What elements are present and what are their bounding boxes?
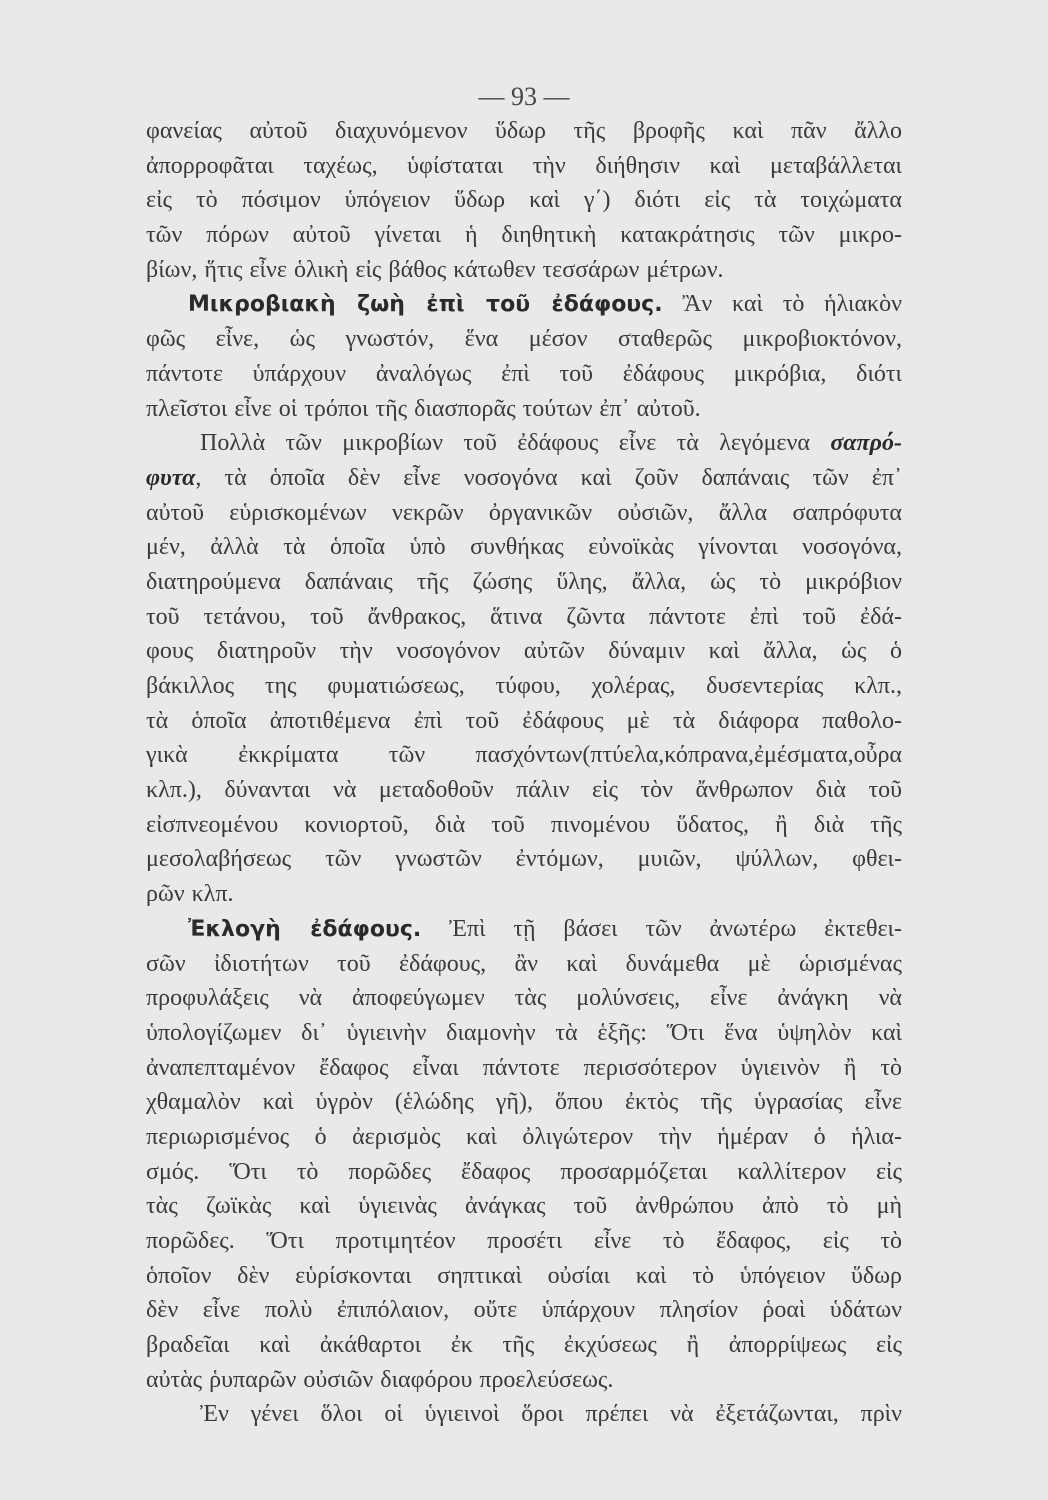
text-line — [146, 149, 902, 184]
section-heading: Ἐκλογὴ ἐδάφους. — [188, 916, 422, 942]
text-line — [146, 1363, 902, 1398]
text-run: χθαμαλὸν καὶ ὑγρὸν (ἑλώδης γῆ), ὅπου ἐκτὸς τῆς ὑγρασίας εἶνε — [146, 1089, 902, 1116]
text-line — [146, 496, 902, 531]
text-run: βίων, ἥτις εἶνε ὁλικὴ εἰς βάθος κάτωθεν τεσσάρων μέτρων. — [146, 256, 724, 283]
text-run: εἰς τὸ πόσιμον ὑπόγειον ὕδωρ καὶ γ΄) διότι εἰς τὰ τοιχώματα — [146, 187, 902, 214]
text-run: κλπ.), δύνανται νὰ μεταδοθοῦν πάλιν εἰς τὸν ἄνθρωπον διὰ τοῦ — [146, 777, 902, 804]
text-run: μέν, ἀλλὰ τὰ ὁποῖα ὑπὸ συνθήκας εὐνοϊκὰς γίνονται νοσογόνα, — [146, 534, 902, 561]
text-line — [146, 426, 902, 461]
text-run: Ἐπὶ τῇ βάσει τῶν ἀνωτέρω ἐκτεθει- — [421, 915, 902, 942]
text-line — [146, 1051, 902, 1086]
text-run: εἰσπνεομένου κονιορτοῦ, διὰ τοῦ πινομένου ὕδατος, ἢ διὰ τῆς — [146, 811, 902, 838]
text-line — [146, 1120, 902, 1155]
text-run: τοῦ τετάνου, τοῦ ἄνθρακος, ἅτινα ζῶντα πάντοτε ἐπὶ τοῦ ἐδά- — [146, 603, 902, 630]
text-line — [146, 1224, 902, 1259]
text-line — [146, 773, 902, 808]
text-line — [146, 183, 902, 218]
text-line — [146, 842, 902, 877]
text-line — [146, 1016, 902, 1051]
text-run: προφυλάξεις νὰ ἀποφεύγωμεν τὰς μολύνσεις, εἶνε ἀνάγκη νὰ — [146, 985, 902, 1012]
text-run: τῶν πόρων αὐτοῦ γίνεται ἡ διηθητικὴ κατακράτησις τῶν μικρο- — [146, 222, 902, 249]
page-number: — 93 — — [478, 82, 570, 111]
text-line — [146, 114, 902, 149]
text-run: τὰ ὁποῖα ἀποτιθέμενα ἐπὶ τοῦ ἐδάφους μὲ τὰ διάφορα παθολο- — [146, 707, 902, 734]
text-run: διατηρούμενα δαπάναις τῆς ζώσης ὕλης, ἄλλα, ὡς τὸ μικρόβιον — [146, 568, 902, 595]
text-run: ὁποῖον δὲν εὑρίσκονται σηπτικαὶ οὐσίαι καὶ τὸ ὑπόγειον ὕδωρ — [146, 1262, 902, 1289]
text-line — [146, 912, 902, 947]
text-run: πορῶδες. Ὅτι προτιμητέον προσέτι εἶνε τὸ ἔδαφος, εἰς τὸ — [146, 1228, 902, 1254]
text-line — [146, 600, 902, 635]
text-run: ρῶν κλπ. — [146, 881, 234, 908]
text-run: βάκιλλος της φυματιώσεως, τύφου, χολέρας, δυσεντερίας κλπ., — [146, 673, 902, 699]
emphasized-term: σαπρό- — [830, 430, 902, 457]
text-run: φῶς εἶνε, ὡς γνωστόν, ἕνα μέσον σταθερῶς μικροβιοκτόνον, — [146, 326, 902, 353]
text-run: μεσολαβήσεως τῶν γνωστῶν ἐντόμων, μυιῶν, ψύλλων, φθει- — [146, 846, 902, 873]
text-run: ὑπολογίζωμεν δι᾽ ὑγιεινὴν διαμονὴν τὰ ἑξῆς: Ὅτι ἕνα ὑψηλὸν καὶ — [146, 1019, 902, 1046]
text-run: ἀπορροφᾶται ταχέως, ὑφίσταται τὴν διήθησιν καὶ μεταβάλλεται — [146, 152, 902, 179]
section-heading: Μικροβιακὴ ζωὴ ἐπὶ τοῦ ἐδάφους. — [188, 292, 663, 318]
text-run: , τὰ ὁποῖα δὲν εἶνε νοσογόνα καὶ ζοῦν δαπάναις τῶν ἐπ᾽ — [195, 464, 902, 491]
text-run: περιωρισμένος ὁ ἀερισμὸς καὶ ὀλιγώτερον τὴν ἡμέραν ὁ ἡλια- — [146, 1123, 902, 1150]
text-run: τὰς ζωϊκὰς καὶ ὑγιεινὰς ἀνάγκας τοῦ ἀνθρώπου ἀπὸ τὸ μὴ — [146, 1193, 902, 1220]
text-run: Ἐν γένει ὅλοι οἱ ὑγιεινοὶ ὅροι πρέπει νὰ ἐξετάζωνται, πρὶν — [200, 1401, 902, 1428]
emphasized-term: φυτα — [146, 464, 196, 491]
text-line — [146, 669, 902, 704]
text-line — [146, 461, 902, 496]
text-run: πλεῖστοι εἶνε οἱ τρόποι τῆς διασπορᾶς τούτων ἐπ᾽ αὐτοῦ. — [146, 395, 701, 422]
text-run: φους διατηροῦν τὴν νοσογόνον αὐτῶν δύναμιν καὶ ἄλλα, ὡς ὁ — [146, 638, 902, 665]
text-run: Ἂν καὶ τὸ ἡλιακὸν — [662, 291, 902, 318]
text-line — [146, 738, 902, 773]
text-run: αὐτοῦ εὑρισκομένων νεκρῶν ὀργανικῶν οὐσιῶν, ἄλλα σαπρόφυτα — [146, 499, 902, 526]
text-line — [146, 1085, 902, 1120]
text-line — [146, 322, 902, 357]
text-line — [146, 1155, 902, 1190]
text-line — [146, 808, 902, 843]
text-line — [146, 1293, 902, 1328]
text-line — [146, 1397, 902, 1432]
text-line — [146, 947, 902, 982]
text-run: σῶν ἰδιοτήτων τοῦ ἐδάφους, ἂν καὶ δυνάμεθα μὲ ὡρισμένας — [146, 950, 902, 977]
text-run: αὐτὰς ῥυπαρῶν οὐσιῶν διαφόρου προελεύσεως. — [146, 1366, 614, 1393]
text-line — [146, 704, 902, 739]
text-line — [146, 218, 902, 253]
text-line — [146, 1328, 902, 1363]
text-run: δὲν εἶνε πολὺ ἐπιπόλαιον, οὔτε ὑπάρχουν πλησίον ῥοαὶ ὑδάτων — [146, 1297, 902, 1324]
text-line — [146, 877, 902, 912]
text-line — [146, 981, 902, 1016]
text-run: φανείας αὐτοῦ διαχυνόμενον ὕδωρ τῆς βροφῆς καὶ πᾶν ἄλλο — [146, 118, 902, 144]
text-run: βραδεῖαι καὶ ἀκάθαρτοι ἐκ τῆς ἐκχύσεως ἢ ἀπορρίψεως εἰς — [146, 1332, 902, 1359]
text-line — [146, 1259, 902, 1294]
text-line — [146, 287, 902, 322]
text-line — [146, 530, 902, 565]
body-text — [146, 114, 902, 1432]
text-line — [146, 253, 902, 288]
text-run: Πολλὰ τῶν μικροβίων τοῦ ἐδάφους εἶνε τὰ λεγόμενα — [200, 430, 831, 457]
text-run: σμός. Ὅτι τὸ πορῶδες ἔδαφος προσαρμόζεται καλλίτερον εἰς — [146, 1158, 902, 1185]
text-line — [146, 1189, 902, 1224]
text-line — [146, 565, 902, 600]
text-run: πάντοτε ὑπάρχουν ἀναλόγως ἐπὶ τοῦ ἐδάφους μικρόβια, διότι — [146, 360, 902, 387]
text-run: γικὰ ἐκκρίματα τῶν πασχόντων(πτύελα,κόπρανα,ἐμέσματα,οὖρα — [146, 742, 902, 769]
text-line — [146, 392, 902, 427]
text-line — [146, 357, 902, 392]
text-line — [146, 634, 902, 669]
text-run: ἀναπεπταμένον ἔδαφος εἶναι πάντοτε περισσότερον ὑγιεινὸν ἢ τὸ — [146, 1054, 902, 1081]
